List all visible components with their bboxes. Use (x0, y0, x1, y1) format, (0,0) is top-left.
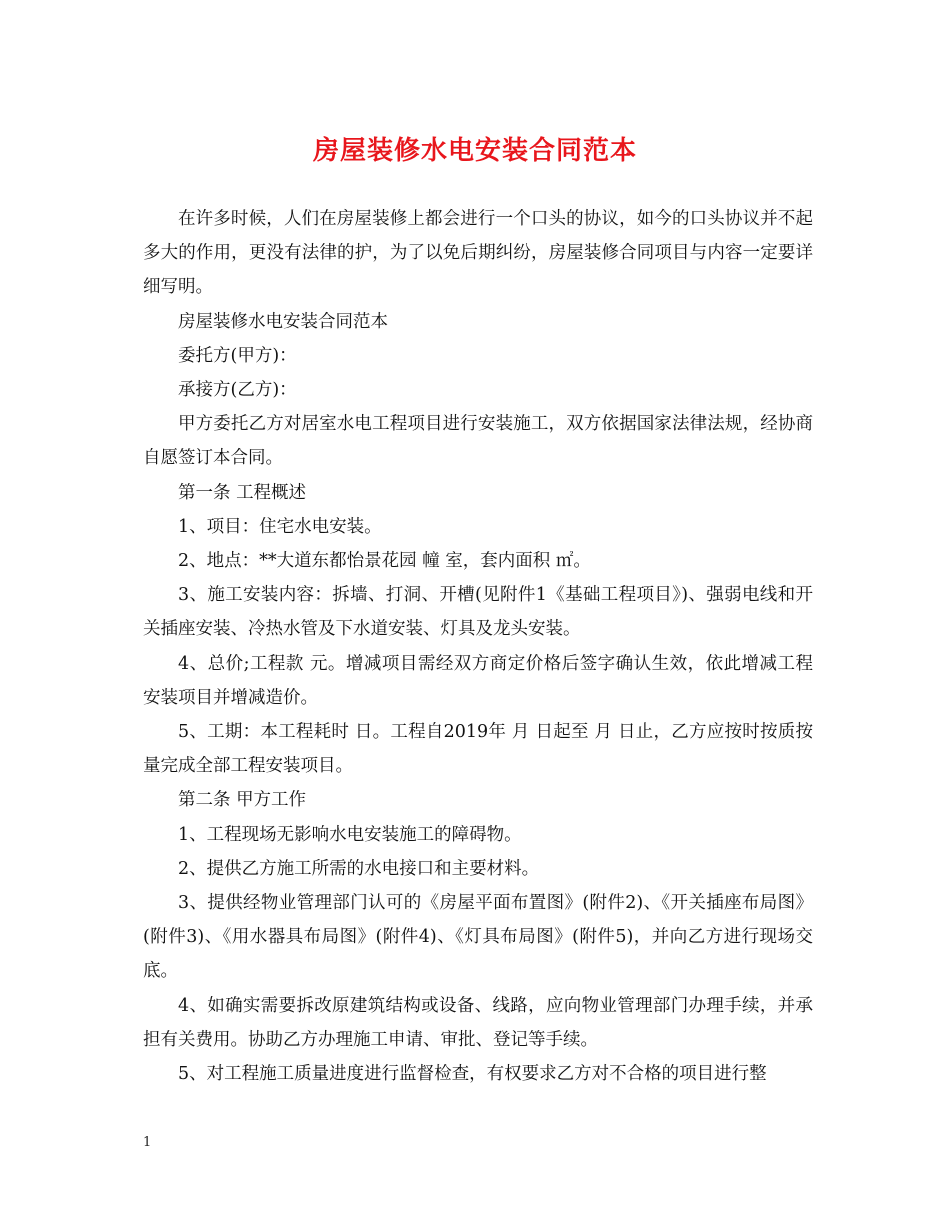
paragraph-party-b: 承接方(乙方)： (178, 380, 297, 401)
clause-2-4: 4、如确实需要拆改原建筑结构或设备、线路，应向物业管理部门办理手续，并承担有关费用。协助乙方办理施工申请、审批、登记等手续。 (143, 995, 813, 1050)
clause-1-5: 5、工期：本工程耗时 日。工程自2019年 月 日起至 月 日止，乙方应按时按质按量完成全部工程安装项目。 (143, 722, 813, 777)
paragraph-intro: 在许多时候，人们在房屋装修上都会进行一个口头的协议，如今的口头协议并不起多大的作用，更没有法律的护，为了以免后期纠纷，房屋装修合同项目与内容一定要详细写明。 (143, 209, 813, 298)
clause-1-3: 3、施工安装内容：拆墙、打洞、开槽(见附件1《基础工程项目》)、强弱电线和开关插座安装、冷热水管及下水道安装、灯具及龙头安装。 (143, 585, 813, 640)
clause-2-5: 5、对工程施工质量进度进行监督检查，有权要求乙方对不合格的项目进行整 (178, 1064, 767, 1085)
paragraph-contract-heading: 房屋装修水电安装合同范本 (178, 311, 388, 332)
clause-1-1: 1、项目：住宅水电安装。 (178, 516, 382, 537)
clause-2-2: 2、提供乙方施工所需的水电接口和主要材料。 (178, 858, 540, 879)
document-body (143, 202, 813, 1091)
clause-2-1: 1、工程现场无影响水电安装施工的障碍物。 (178, 824, 522, 845)
paragraph-party-a: 委托方(甲方)： (178, 345, 297, 366)
page-number: 1 (143, 1135, 152, 1150)
clause-1-4: 4、总价;工程款 元。增减项目需经双方商定价格后签字确认生效，依此增减工程安装项目并增减造价。 (143, 653, 813, 708)
clause-2-3: 3、提供经物业管理部门认可的《房屋平面布置图》(附件2)、《开关插座布局图》(附件3)、《用水器具布局图》(附件4)、《灯具布局图》(附件5)，并向乙方进行现场交底。 (143, 893, 813, 982)
section-heading-2: 第二条 甲方工作 (178, 790, 307, 811)
document-title: 房屋装修水电安装合同范本 (312, 136, 637, 166)
section-heading-1: 第一条 工程概述 (178, 482, 307, 503)
clause-1-2: 2、地点：**大道东都怡景花园 幢 室，套内面积 ㎡。 (178, 551, 591, 572)
paragraph-agreement: 甲方委托乙方对居室水电工程项目进行安装施工，双方依据国家法律法规，经协商自愿签订本合同。 (143, 414, 813, 469)
